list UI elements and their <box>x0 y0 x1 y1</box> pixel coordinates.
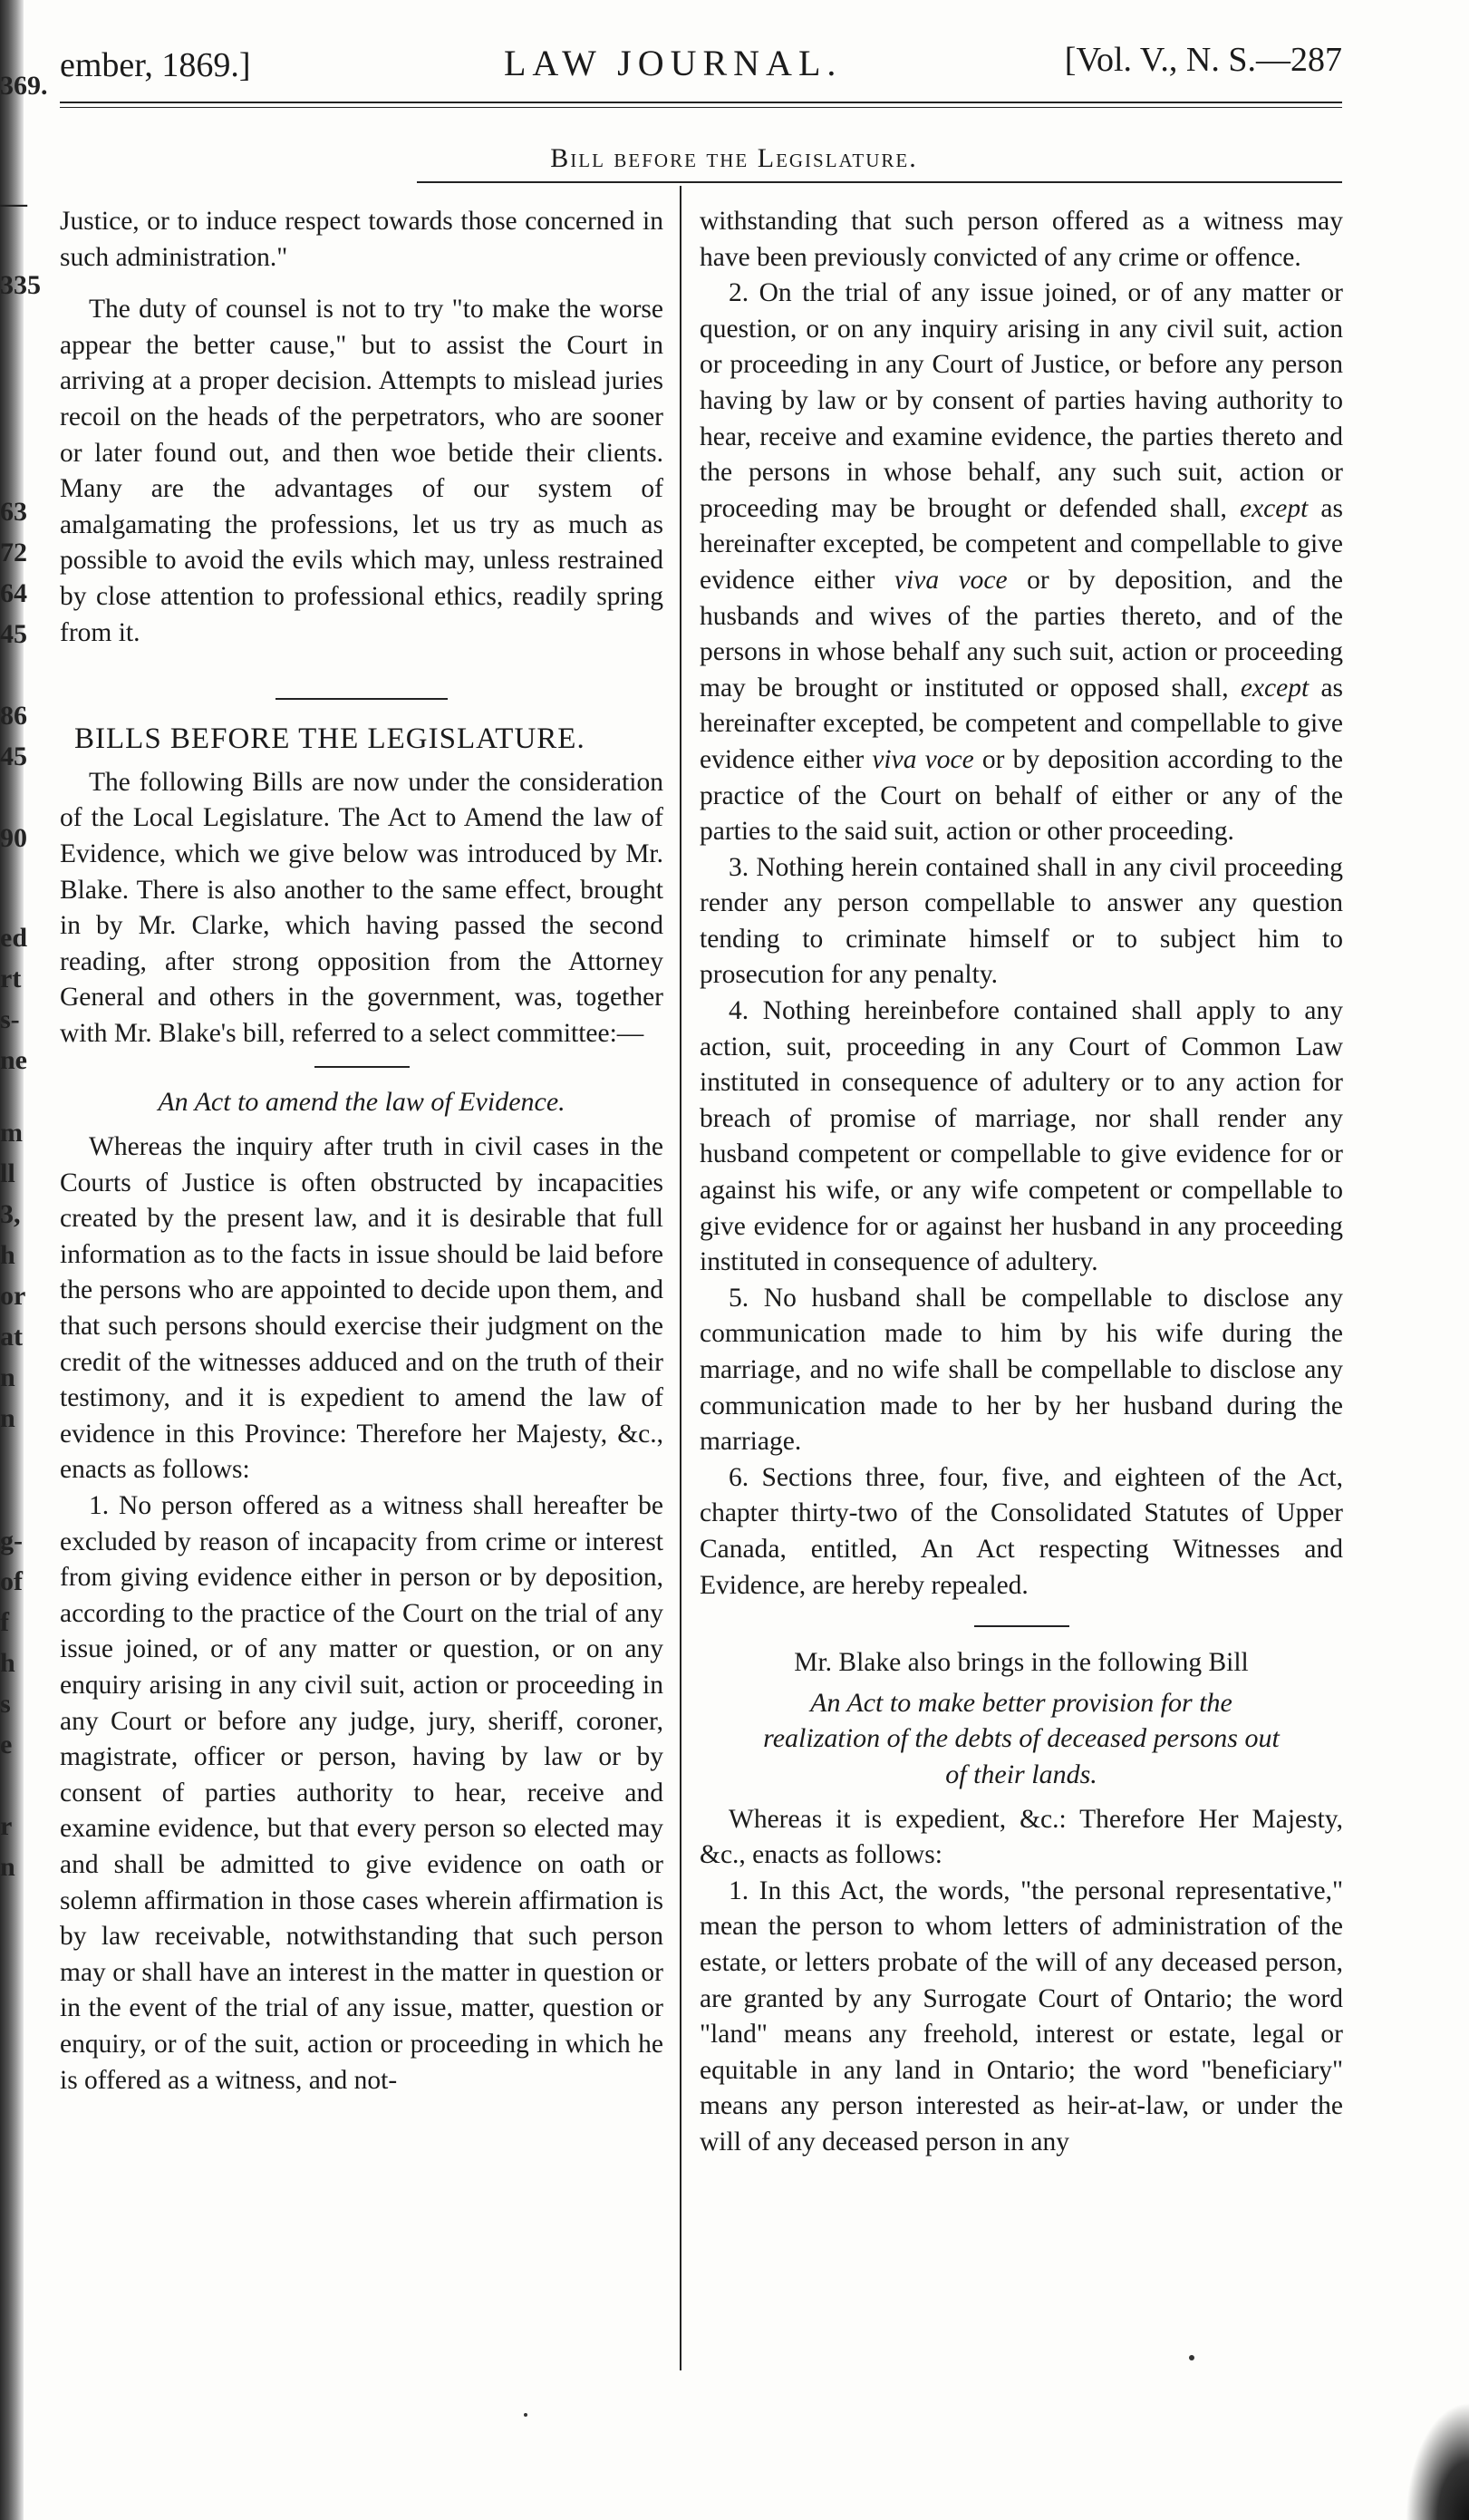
margin-fragment: r <box>0 1811 13 1841</box>
page-corner-shadow <box>1406 2402 1469 2520</box>
margin-fragment: ne <box>0 1045 27 1075</box>
margin-fragment: h <box>0 1240 15 1270</box>
text-run: or by deposition, and the husbands and wives of the parties thereto, and of the persons in whose behalf any such suit, action or proceeding may be brought or instituted or opposed shall, <box>700 565 1344 703</box>
section-title: BILLS BEFORE THE LEGISLATURE. <box>74 722 585 756</box>
right-column <box>700 204 1343 2160</box>
margin-fragment: n <box>0 1362 15 1392</box>
header-date: ember, 1869.] <box>60 46 251 84</box>
margin-fragment: 86 <box>0 701 27 731</box>
margin-fragment: g- <box>0 1526 23 1556</box>
text-run: as hereinafter excepted, be competent and compellable to give evidence either <box>700 673 1344 774</box>
margin-fragment: of <box>0 1566 23 1596</box>
text-run: or by deposition according to the practice of the Court on behalf of either or any of the parties to the said suit, action or other proceeding. <box>700 744 1344 847</box>
paragraph: 6. Sections three, four, five, and eighteen of the Act, chapter thirty-two of the Consolidated Statutes of Upper Canada, entitled, An Act respecting Witnesses and Evidence, are hereby repealed. <box>700 1462 1343 1600</box>
margin-fragment: 369. <box>0 71 48 101</box>
margin-fragment: 63 <box>0 497 27 527</box>
ink-speck <box>524 2413 527 2417</box>
text-run: as hereinafter excepted, be competent and compellable to give evidence either <box>700 493 1343 595</box>
margin-fragment: 45 <box>0 741 27 771</box>
paragraph: withstanding that such person offered as a witness may have been previously convicted of any crime or offence. <box>700 207 1343 272</box>
act-title: An Act to amend the law of Evidence. <box>158 1087 565 1118</box>
margin-fragment: at <box>0 1322 23 1352</box>
paragraph: The following Bills are now under the consideration of the Local Legislature. The Act to Amend the law of Evidence, which we give below was introduced by Mr. Blake. There is also another to the same effect, brought in by Mr. Clarke, which having passed the second reading, after strong opposition from the Attorney General and others in the government, was, together with Mr. Blake's bill, referred to a select committee:— <box>60 767 663 1048</box>
margin-fragment: 45 <box>0 619 27 649</box>
italic-text: except <box>1239 493 1309 523</box>
header-journal-title: LAW JOURNAL. <box>504 43 843 83</box>
paragraph: 1. No person offered as a witness shall hereafter be excluded by reason of incapacity from crime or interest from giving evidence either in person or by deposition, according to the practice of the Court on the trial of any issue joined, or of any matter or question, or on any enquiry arising in any civil suit, action or proceeding in any Court or before any judge, jury, sheriff, coroner, magistrate, officer or person, having by law or by consent of parties authority to hear, receive and examine evidence, but that every person so elected may and shall be admitted to give evidence on oath or solemn affirmation in those cases wherein affirmation is by law receivable, notwithstanding that such person may or shall have an interest in the matter in question or in the event of the trial of any issue, matter, question or enquiry, or of the suit, action or proceeding in which he is offered as a witness, and not- <box>60 1491 663 2095</box>
column-divider <box>680 186 681 2370</box>
margin-fragment: ed <box>0 923 27 953</box>
act-rule <box>314 1066 410 1068</box>
act-title: An Act to make better provision for the realization of the debts of deceased persons out of their lands. <box>763 1687 1280 1789</box>
subheader-rule <box>417 181 1342 183</box>
bill-rule <box>974 1625 1069 1627</box>
paragraph: Justice, or to induce respect towards those concerned in such administration." <box>60 207 663 272</box>
section-subheader: Bill before the Legislature. <box>550 143 918 173</box>
margin-fragment: s <box>0 1689 11 1719</box>
margin-fragment: s- <box>0 1004 20 1034</box>
margin-fragment: n <box>0 1852 15 1882</box>
bill-intro: Mr. Blake also brings in the following Bill <box>794 1648 1249 1678</box>
left-column <box>60 204 663 2098</box>
paragraph: Whereas it is expedient, &c.: Therefore Her Majesty, &c., enacts as follows: <box>700 1804 1343 1870</box>
header-rule-top-thin <box>60 107 1342 108</box>
margin-fragment: n <box>0 1403 15 1433</box>
margin-fragment: 64 <box>0 578 27 608</box>
section-rule <box>275 698 448 700</box>
italic-text: viva voce <box>894 565 1008 595</box>
paragraph: 3. Nothing herein contained shall in any civil proceeding render any person compellable to answer any question tending to criminate himself or to subject him to prosecution for any penalty. <box>700 852 1343 990</box>
margin-fragment: 3, <box>0 1199 21 1229</box>
margin-fragment: or <box>0 1281 26 1311</box>
italic-text: except <box>1240 673 1310 703</box>
header-rule-top <box>60 102 1342 103</box>
paragraph: 1. In this Act, the words, "the personal representative," mean the person to whom letters of administration of the estate, or letters probate of the will of any deceased person, are granted by any Surrogate Court of Ontario; the word "land" means any freehold, interest or estate, legal or equitable in any land in Ontario; the word "beneficiary" means any person interested as heir-at-law, or under the will of any deceased person in any <box>700 1875 1343 2157</box>
margin-fragment: rt <box>0 964 22 993</box>
margin-fragment: h <box>0 1648 15 1678</box>
ink-speck <box>1189 2355 1194 2360</box>
margin-fragment: m <box>0 1118 23 1148</box>
margin-fragment: 72 <box>0 538 27 567</box>
running-header <box>60 38 1342 94</box>
italic-text: viva voce <box>872 744 974 774</box>
text-run: 2. On the trial of any issue joined, or of any matter or question, or on any inquiry arising in any civil suit, action or proceeding in any Court of Justice, or before any person having by law or by consent of parties having authority to hear, receive and examine evidence, the parties thereto and the persons in whose behalf, any such suit, action or proceeding may be brought or defended shall, <box>700 278 1343 523</box>
header-volume-page: [Vol. V., N. S.—287 <box>1064 41 1342 79</box>
margin-fragment: 90 <box>0 823 27 853</box>
paragraph: 4. Nothing hereinbefore contained shall apply to any action, suit, proceeding in any Court of Common Law instituted in consequence of adultery or to any action for breach of promise of marriage, nor shall render any husband competent or compellable to give evidence for or against his wife, or any wife competent or compellable to give evidence for or against her husband in any proceeding instituted in consequence of adultery. <box>700 996 1343 1277</box>
margin-fragment: e <box>0 1730 13 1759</box>
margin-fragment: f <box>0 1607 9 1637</box>
paragraph: The duty of counsel is not to try "to make the worse appear the better cause," but to assist the Court in arriving at a proper decision. Attempts to mislead juries recoil on the heads of the perpetrators, who are sooner or later found out, and then woe betide their clients. Many are the advantages of our system of amalgamating the professions, let us try as much as possible to avoid the evils which may, unless restrained by close attention to professional ethics, readily spring from it. <box>60 295 663 647</box>
margin-fragment: — <box>0 189 27 218</box>
paragraph <box>700 276 1343 850</box>
margin-fragment: 335 <box>0 270 41 300</box>
paragraph: Whereas the inquiry after truth in civil cases in the Courts of Justice is often obstructed by incapacities created by the present law, and it is desirable that full information as to the facts in issue should be laid before the persons who are appointed to decide upon them, and that such persons should exercise their judgment on the credit of the witnesses adduced and on the truth of their testimony, and it is expedient to amend the law of evidence in this Province: Therefore her Majesty, &c., enacts as follows: <box>60 1132 663 1485</box>
paragraph: 5. No husband shall be compellable to disclose any communication made to him by his wife during the marriage, and no wife shall be compellable to disclose any communication made to her by her husband during the marriage. <box>700 1283 1343 1457</box>
margin-fragment: ll <box>0 1158 15 1188</box>
